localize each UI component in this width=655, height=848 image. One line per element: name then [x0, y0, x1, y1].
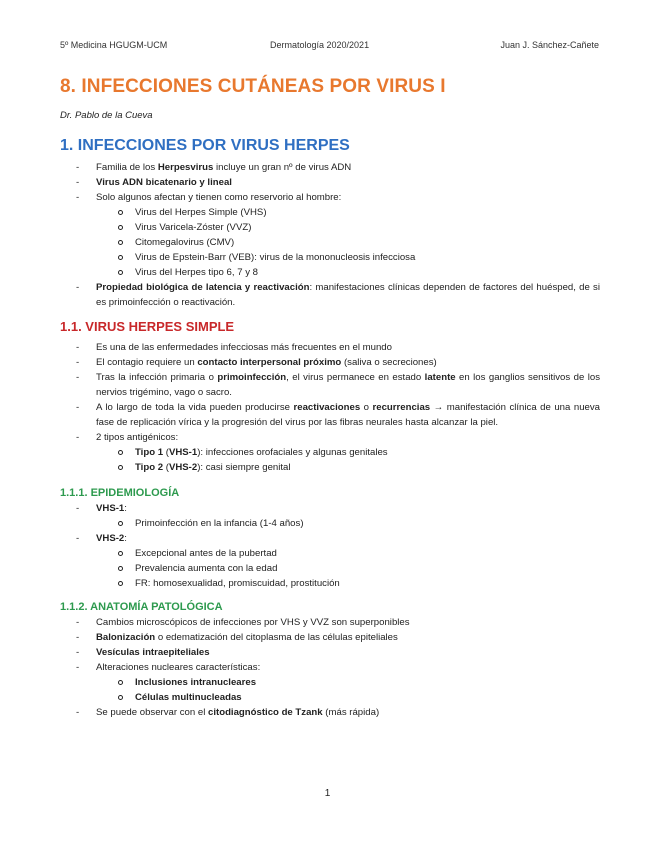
sub-list-item: Prevalencia aumenta con la edad [96, 561, 600, 576]
virus-sublist [96, 205, 600, 280]
list-item: - Familia de los Herpesvirus incluye un gran nº de virus ADN [60, 160, 600, 175]
header-subject: Dermatología 2020/2021 [270, 40, 370, 50]
sub-list-item: Células multinucleadas [96, 690, 600, 705]
section-heading-herpes: 1. INFECCIONES POR VIRUS HERPES [60, 137, 350, 154]
lecturer-name: Dr. Pablo de la Cueva [60, 110, 153, 121]
vhs1-sublist [96, 516, 600, 531]
list-item: - Es una de las enfermedades infecciosas más frecuentes en el mundo [60, 340, 600, 355]
list-item: - Se puede observar con el citodiagnóstico de Tzank (más rápida) [60, 705, 600, 720]
sub-list-item: Inclusiones intranucleares [96, 675, 600, 690]
section-heading-herpes-simple: 1.1. VIRUS HERPES SIMPLE [60, 319, 235, 334]
sub-list-item: Citomegalovirus (CMV) [96, 235, 600, 250]
list-item: - Propiedad biológica de latencia y reactivación: manifestaciones clínicas dependen de factores del huésped, de si es primoinfección o reactivación. [60, 280, 600, 310]
sub-list-item: Excepcional antes de la pubertad [96, 546, 600, 561]
section-heading-pathology: 1.1.2. ANATOMÍA PATOLÓGICA [60, 601, 223, 613]
list-item: - VHS-1: Primoinfección en la infancia (1-4 años) [60, 501, 600, 531]
list-item: - Vesículas intraepiteliales [60, 645, 600, 660]
list-item: - A lo largo de toda la vida pueden producirse reactivaciones o recurrencias → manifestación clínica de una nueva fase de replicación vírica y la progresión del virus por las fibras neurales hasta alcanzar la piel. [60, 400, 600, 430]
list-item: - Tras la infección primaria o primoinfección, el virus permanece en estado latente en los ganglios sensitivos de los nervios trigémino, vago o sacro. [60, 370, 600, 400]
header-author: Juan J. Sánchez-Cañete [500, 40, 599, 50]
list-item: - Cambios microscópicos de infecciones por VHS y VVZ son superponibles [60, 615, 600, 630]
list-item: - 2 tipos antigénicos: Tipo 1 (VHS-1): infecciones orofaciales y algunas genitales Tipo 2 (VHS-2): casi siempre genital [60, 430, 600, 475]
list-item: - Balonización o edematización del citoplasma de las células epiteliales [60, 630, 600, 645]
section-epidemiology-list [60, 501, 600, 591]
page-number: 1 [324, 788, 331, 799]
list-item: - Solo algunos afectan y tienen como reservorio al hombre: Virus del Herpes Simple (VHS) Virus Varicela-Zóster (VVZ) Citomegalovirus (CMV) Virus de Epstein-Barr (VEB): virus de la mononucleosis infecciosa Virus del Herpes tipo 6, 7 y 8 [60, 190, 600, 280]
section-heading-epidemiology: 1.1.1. EPIDEMIOLOGÍA [60, 487, 180, 499]
sub-list-item: FR: homosexualidad, promiscuidad, prostitución [96, 576, 600, 591]
sub-list-item: Tipo 2 (VHS-2): casi siempre genital [96, 460, 600, 475]
sub-list-item: Virus de Epstein-Barr (VEB): virus de la mononucleosis infecciosa [96, 250, 600, 265]
page-title: 8. INFECCIONES CUTÁNEAS POR VIRUS I [60, 76, 446, 97]
sub-list-item: Primoinfección en la infancia (1-4 años) [96, 516, 600, 531]
list-item: - Alteraciones nucleares características: Inclusiones intranucleares Células multinucleadas [60, 660, 600, 705]
section-pathology-list [60, 615, 600, 720]
list-item: - Virus ADN bicatenario y lineal [60, 175, 600, 190]
vhs2-sublist [96, 546, 600, 591]
sub-list-item: Virus del Herpes tipo 6, 7 y 8 [96, 265, 600, 280]
list-item: - El contagio requiere un contacto interpersonal próximo (saliva o secreciones) [60, 355, 600, 370]
sub-list-item: Virus del Herpes Simple (VHS) [96, 205, 600, 220]
antigen-types-sublist [96, 445, 600, 475]
sub-list-item: Virus Varicela-Zóster (VVZ) [96, 220, 600, 235]
list-item: - VHS-2: Excepcional antes de la pubertad Prevalencia aumenta con la edad FR: homosexualidad, promiscuidad, prostitución [60, 531, 600, 591]
section-herpes-list [60, 160, 600, 310]
header-course: 5º Medicina HGUGM-UCM [60, 40, 168, 50]
sub-list-item: Tipo 1 (VHS-1): infecciones orofaciales y algunas genitales [96, 445, 600, 460]
nuclear-changes-sublist [96, 675, 600, 705]
section-herpes-simple-list [60, 340, 600, 475]
